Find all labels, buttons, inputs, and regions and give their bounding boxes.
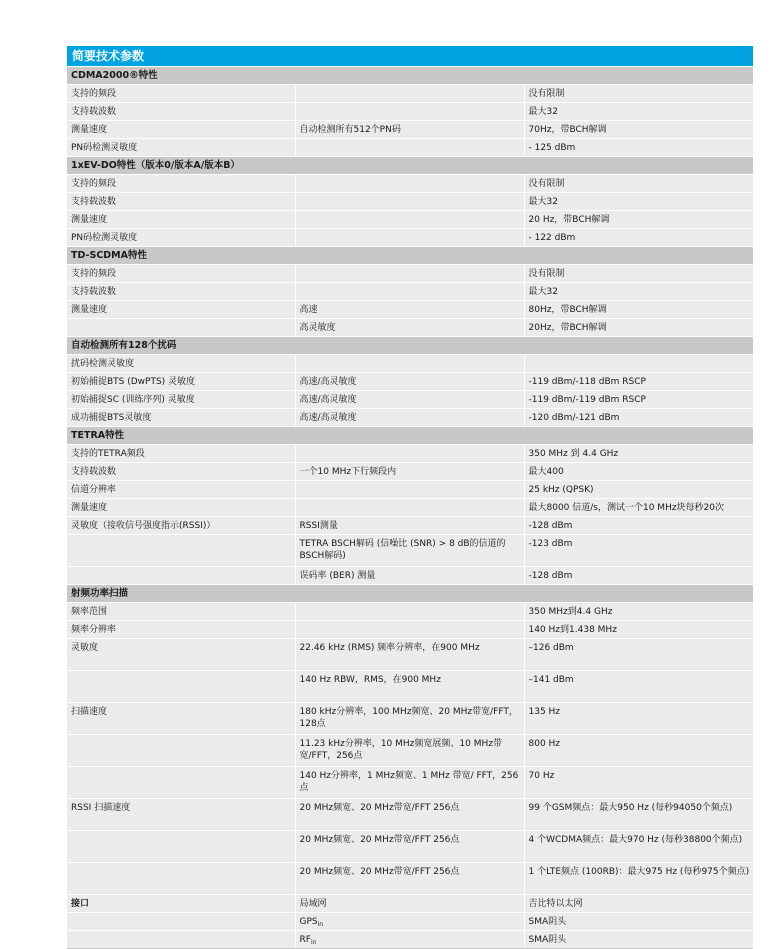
param-value: 最大400	[524, 463, 753, 481]
table-row	[67, 621, 753, 639]
table-row	[67, 863, 753, 895]
param-name	[67, 735, 295, 767]
section-header	[67, 427, 753, 445]
param-name: 支持载波数	[71, 197, 117, 207]
param-value: 25 kHz (QPSK)	[524, 481, 753, 499]
table-row	[67, 121, 753, 139]
param-condition: 140 Hz分辨率，1 MHz频宽、1 MHz 带宽/ FFT，256点	[295, 767, 524, 799]
param-condition: 20 MHz频宽、20 MHz带宽/FFT 256点	[295, 799, 524, 831]
param-condition: 20 MHz频宽、20 MHz带宽/FFT 256点	[295, 863, 524, 895]
param-name: 支持载波数	[71, 107, 117, 117]
param-value: 最大32	[524, 103, 753, 121]
param-value: 80Hz，带BCH解调	[524, 301, 753, 319]
interface-heading: 接口	[71, 899, 90, 909]
param-name: RSSI 扫描速度	[71, 803, 131, 813]
param-name: 支持的TETRA频段	[71, 449, 145, 459]
section-title: CDMA2000®特性	[71, 70, 158, 81]
table-row	[67, 229, 753, 247]
param-value: 135 Hz	[524, 703, 753, 735]
table-row	[67, 639, 753, 671]
param-name: 支持的频段	[71, 89, 117, 99]
param-value: 800 Hz	[524, 735, 753, 767]
section-title: TETRA特性	[71, 430, 125, 441]
param-name: 灵敏度（接收信号强度指示(RSSI)）	[71, 521, 216, 531]
param-condition: RSSI测量	[295, 517, 524, 535]
param-condition	[295, 481, 524, 499]
param-condition	[295, 193, 524, 211]
param-value: -123 dBm	[524, 535, 753, 567]
param-name: 测量速度	[71, 215, 108, 225]
param-name: 支持的频段	[71, 179, 117, 189]
param-name	[67, 863, 295, 895]
param-name: 频率分辨率	[71, 625, 117, 635]
param-value: 没有限制	[524, 265, 753, 283]
param-condition	[295, 229, 524, 247]
param-value: -128 dBm	[524, 567, 753, 585]
table-row	[67, 767, 753, 799]
param-condition	[295, 211, 524, 229]
param-value: –126 dBm	[524, 639, 753, 671]
param-name: 支持载波数	[71, 467, 117, 477]
param-condition: 140 Hz RBW，RMS，在900 MHz	[295, 671, 524, 703]
table-row	[67, 703, 753, 735]
section-header	[67, 67, 753, 85]
table-row	[67, 463, 753, 481]
port-subscript: in	[317, 921, 324, 928]
param-condition: TETRA BSCH解码 (信噪比 (SNR) > 8 dB的信道的BSCH解码)	[295, 535, 524, 567]
param-condition: 高速/高灵敏度	[295, 391, 524, 409]
table-row	[67, 409, 753, 427]
interface-port: $GPS_{in}$	[295, 913, 524, 931]
table-row	[67, 85, 753, 103]
table-row	[67, 567, 753, 585]
param-value: 350 MHz 到 4.4 GHz	[524, 445, 753, 463]
param-condition: 一个10 MHz下行频段内	[295, 463, 524, 481]
table-row	[67, 481, 753, 499]
section-header	[67, 337, 753, 355]
table-row	[67, 355, 753, 373]
param-value: 70Hz，带BCH解调	[524, 121, 753, 139]
section-header	[67, 247, 753, 265]
param-value: 没有限制	[524, 175, 753, 193]
param-value: 350 MHz到4.4 GHz	[524, 603, 753, 621]
table-row	[67, 735, 753, 767]
table-row	[67, 265, 753, 283]
interface-port: $RF_{in}$	[295, 931, 524, 949]
param-condition: 180 kHz分辨率，100 MHz频宽、20 MHz带宽/FFT，128点	[295, 703, 524, 735]
table-row	[67, 211, 753, 229]
section-title: 1xEV-DO特性（版本0/版本A/版本B）	[71, 160, 240, 171]
param-name: 频率范围	[71, 607, 108, 617]
section-title: TD-SCDMA特性	[71, 250, 147, 261]
param-condition	[295, 139, 524, 157]
table-row	[67, 301, 753, 319]
section-header	[67, 157, 753, 175]
table-row	[67, 139, 753, 157]
param-condition	[295, 621, 524, 639]
param-name: 信道分辨率	[71, 485, 117, 495]
param-name	[67, 831, 295, 863]
table-row	[67, 913, 753, 931]
param-value: 20Hz，带BCH解调	[524, 319, 753, 337]
param-value: - 125 dBm	[524, 139, 753, 157]
param-condition	[295, 265, 524, 283]
param-name: 初始捕捉SC (训练序列) 灵敏度	[71, 395, 195, 405]
param-value: 70 Hz	[524, 767, 753, 799]
param-condition	[295, 175, 524, 193]
table-row	[67, 445, 753, 463]
table-row	[67, 175, 753, 193]
interface-type: SMA阴头	[524, 913, 753, 931]
section-title: 射频功率扫描	[71, 588, 129, 599]
table-row	[67, 193, 753, 211]
table-row	[67, 535, 753, 567]
param-name: 测量速度	[71, 503, 108, 513]
param-value: –141 dBm	[524, 671, 753, 703]
param-value: 最大32	[524, 193, 753, 211]
param-value: 4 个WCDMA频点：最大970 Hz (每秒38800个频点)	[524, 831, 753, 863]
table-row	[67, 391, 753, 409]
param-condition	[295, 103, 524, 121]
param-value: -119 dBm/-119 dBm RSCP	[524, 391, 753, 409]
param-condition: 高速/高灵敏度	[295, 373, 524, 391]
param-name	[67, 931, 295, 949]
param-condition: 11.23 kHz分辨率，10 MHz频宽展频、10 MHz带宽/FFT，256点	[295, 735, 524, 767]
interface-type: 吉比特以太网	[524, 895, 753, 913]
param-value: -119 dBm/-118 dBm RSCP	[524, 373, 753, 391]
interface-type: SMA阴头	[524, 931, 753, 949]
param-condition	[295, 499, 524, 517]
spec-title: 简要技术参数	[67, 46, 753, 66]
param-value: 99 个GSM频点：最大950 Hz (每秒94050个频点)	[524, 799, 753, 831]
param-value	[524, 355, 753, 373]
param-value: 最大8000 信道/s，测试一个10 MHz块每秒20次	[524, 499, 753, 517]
section-title: 自动检测所有128个扰码	[71, 340, 177, 351]
param-name: PN码检测灵敏度	[71, 143, 138, 153]
param-name: 灵敏度	[71, 643, 99, 653]
param-name: 支持的频段	[71, 269, 117, 279]
param-name	[67, 767, 295, 799]
param-name: 支持载波数	[71, 287, 117, 297]
param-condition: 高速	[295, 301, 524, 319]
param-name: 初始捕捉BTS (DwPTS) 灵敏度	[71, 377, 196, 387]
table-row	[67, 319, 753, 337]
param-value: 1 个LTE频点 (100RB)：最大975 Hz (每秒975个频点)	[524, 863, 753, 895]
interface-port: 局域网	[295, 895, 524, 913]
param-value: 140 Hz到1.438 MHz	[524, 621, 753, 639]
param-name	[67, 319, 295, 337]
param-name: PN码检测灵敏度	[71, 233, 138, 243]
param-name: 成功捕捉BTS灵敏度	[71, 413, 152, 423]
param-value: - 122 dBm	[524, 229, 753, 247]
param-name: 测量速度	[71, 125, 108, 135]
section-header	[67, 585, 753, 603]
param-condition	[295, 85, 524, 103]
table-row	[67, 831, 753, 863]
param-value: -120 dBm/-121 dBm	[524, 409, 753, 427]
port-subscript: in	[310, 939, 317, 946]
param-name: 测量速度	[71, 305, 108, 315]
param-name	[67, 567, 295, 585]
table-row	[67, 373, 753, 391]
param-condition: 高灵敏度	[295, 319, 524, 337]
table-row	[67, 895, 753, 913]
table-row	[67, 517, 753, 535]
spec-table	[67, 66, 753, 948]
param-condition	[295, 355, 524, 373]
param-condition: 自动检测所有512个PN码	[295, 121, 524, 139]
spec-sheet	[67, 46, 753, 949]
param-value: 最大32	[524, 283, 753, 301]
param-value: 20 Hz，带BCH解调	[524, 211, 753, 229]
table-row	[67, 103, 753, 121]
table-row	[67, 799, 753, 831]
param-name	[67, 913, 295, 931]
param-name: 扰码检测灵敏度	[71, 359, 135, 369]
param-condition: 误码率 (BER) 测量	[295, 567, 524, 585]
param-condition: 20 MHz频宽、20 MHz带宽/FFT 256点	[295, 831, 524, 863]
param-name	[67, 535, 295, 567]
table-row	[67, 283, 753, 301]
table-row	[67, 671, 753, 703]
param-condition: 高速/高灵敏度	[295, 409, 524, 427]
table-row	[67, 931, 753, 949]
param-value: 没有限制	[524, 85, 753, 103]
param-condition	[295, 283, 524, 301]
param-condition	[295, 445, 524, 463]
param-value: -128 dBm	[524, 517, 753, 535]
param-condition	[295, 603, 524, 621]
table-row	[67, 603, 753, 621]
param-name	[67, 671, 295, 703]
param-name: 扫描速度	[71, 707, 108, 717]
param-condition: 22.46 kHz (RMS) 频率分辨率，在900 MHz	[295, 639, 524, 671]
table-row	[67, 499, 753, 517]
